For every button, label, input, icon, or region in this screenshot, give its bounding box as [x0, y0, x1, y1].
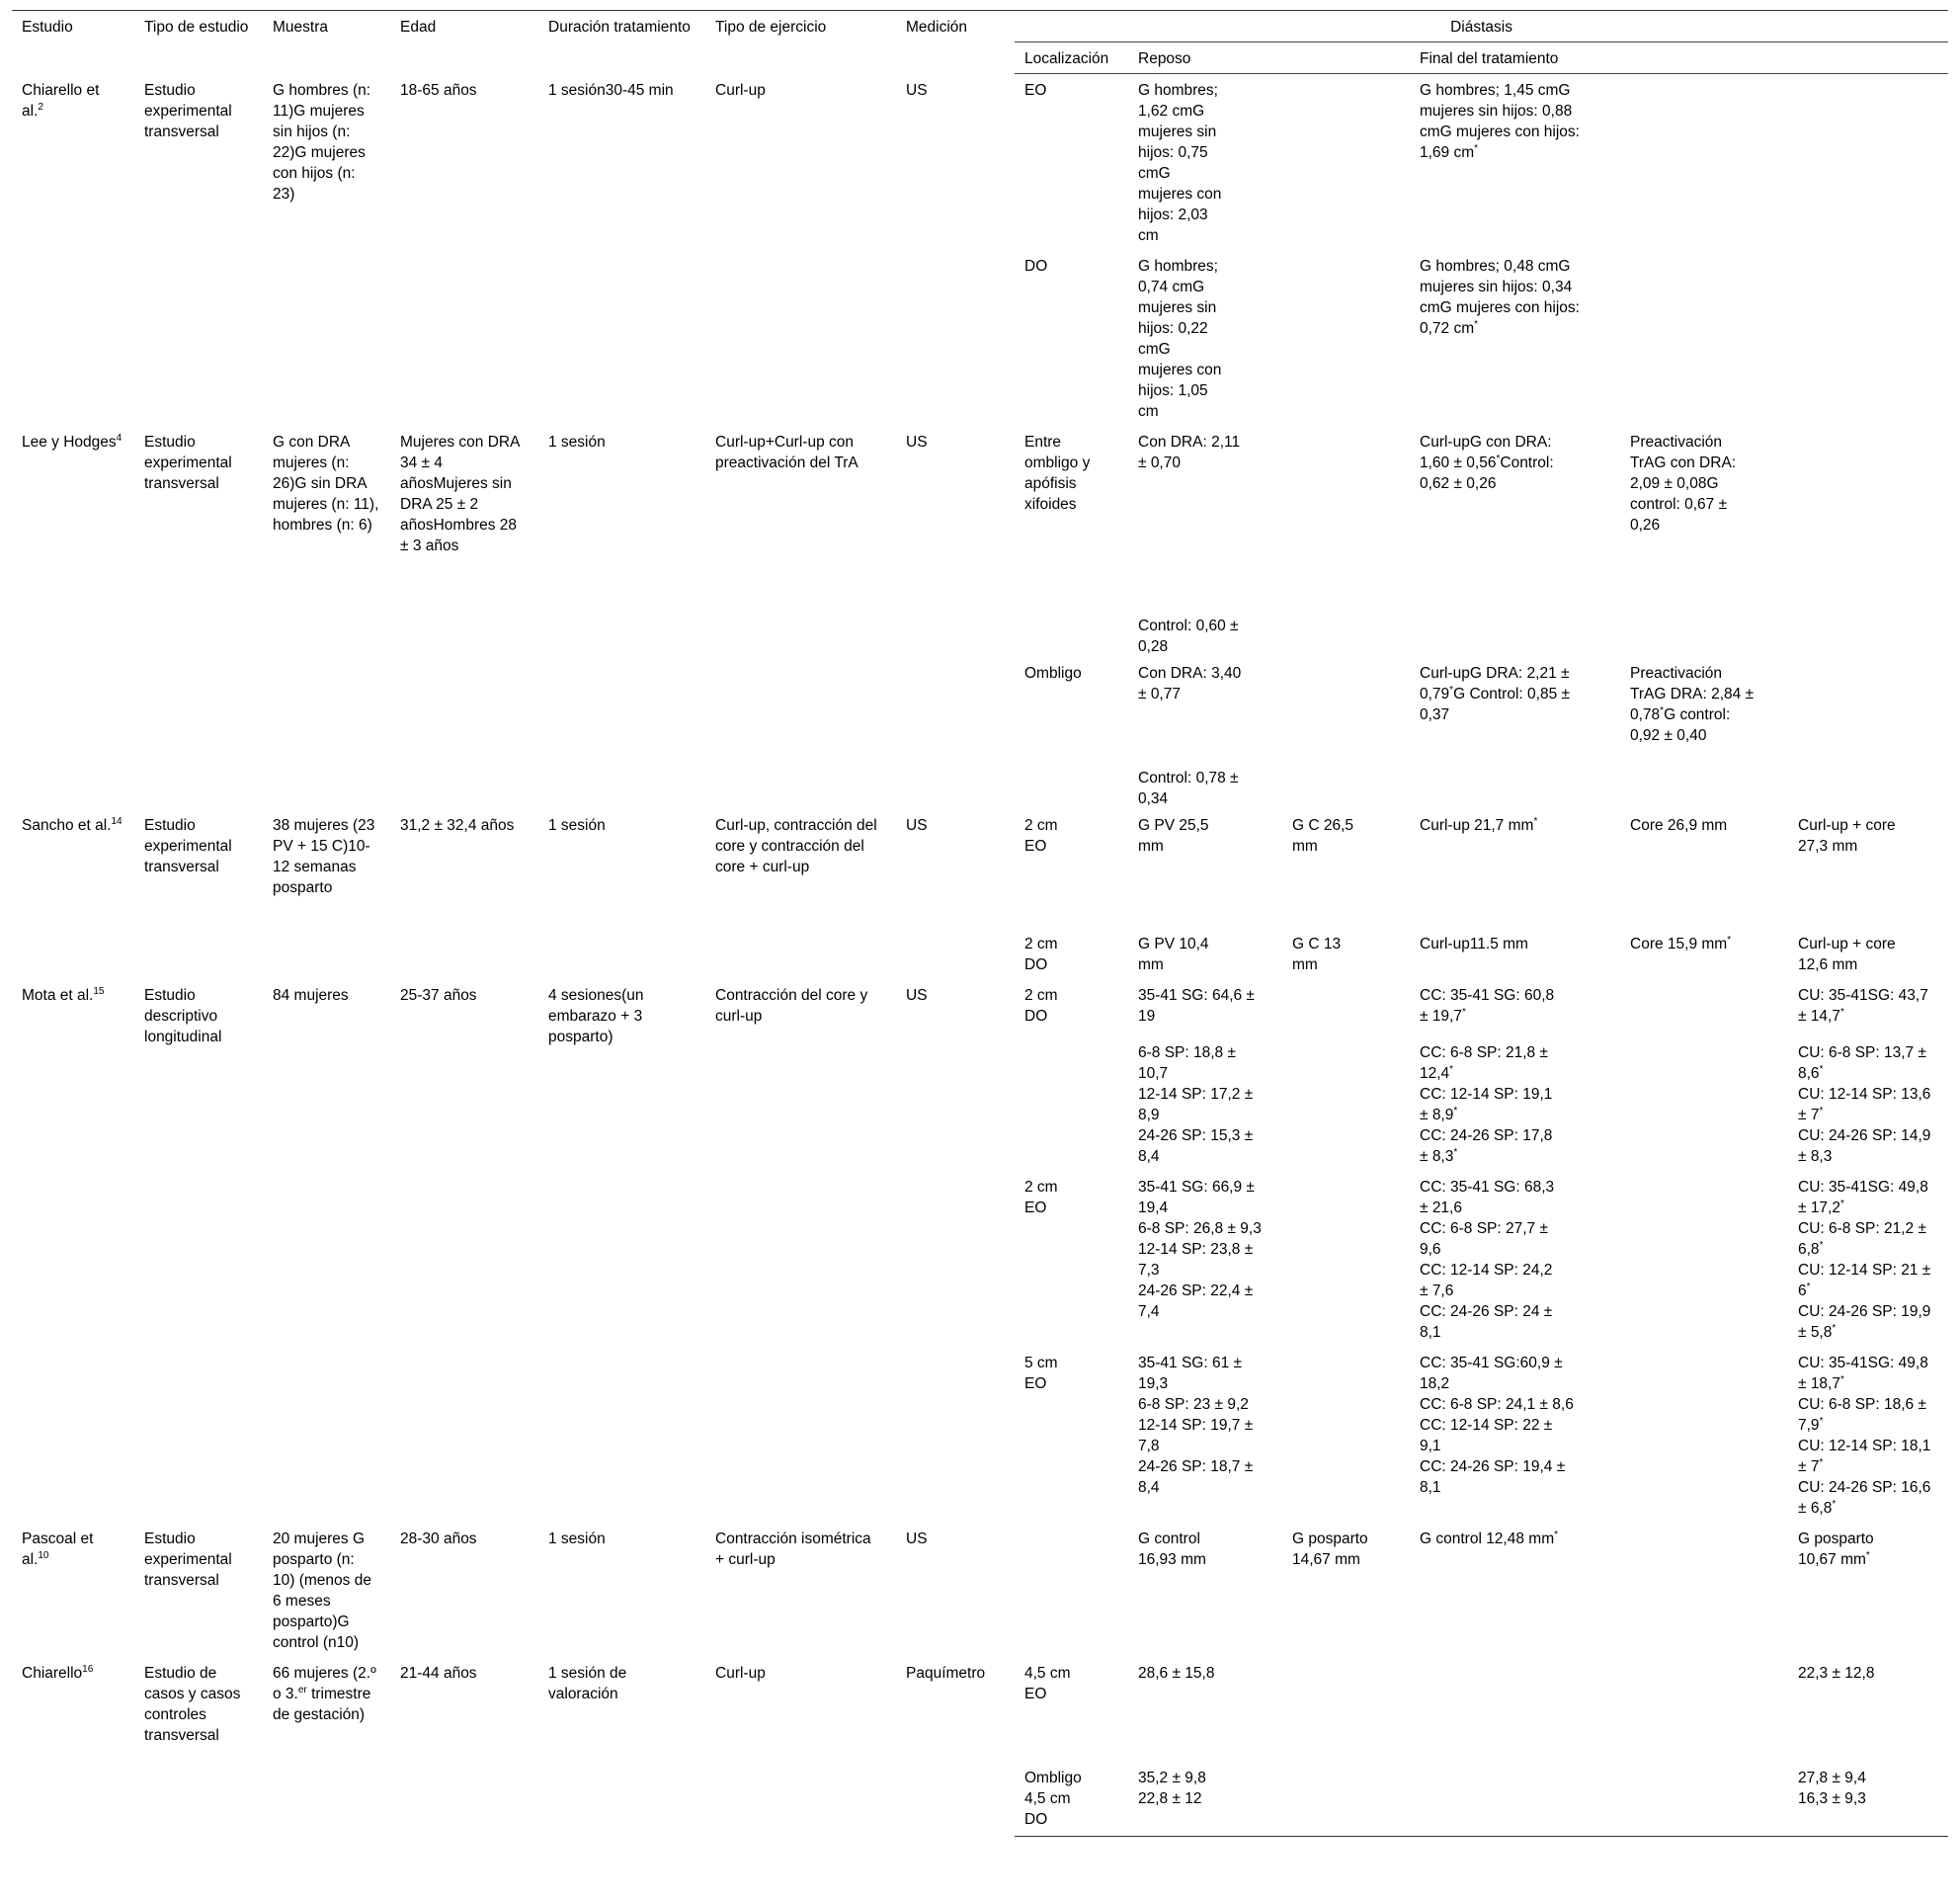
table-row: [12, 1657, 1948, 1762]
rest-value: [1128, 426, 1410, 614]
rest-text: G posparto 14,67 mm: [1292, 1531, 1368, 1568]
significance-mark: *: [1819, 1415, 1824, 1427]
final-value: [1788, 1523, 1948, 1657]
significance-mark: *: [1865, 1549, 1870, 1561]
study-cell: [12, 426, 134, 809]
final-value: [1410, 979, 1788, 1036]
final-value: [1410, 250, 1948, 426]
final-value: [1788, 928, 1948, 979]
rest-value: [1128, 1762, 1410, 1837]
location: [1015, 1171, 1128, 1347]
final-text: Control: 0,62 ± 0,26: [1420, 455, 1554, 492]
final-value: [1410, 1762, 1620, 1837]
exercise-type: Curl-up: [715, 1665, 766, 1682]
final-text: CC: 35-41 SG: 60,8 ± 19,7: [1420, 987, 1555, 1025]
final-value: [1788, 979, 1948, 1036]
study-name: Chiarello: [22, 1665, 83, 1682]
final-text: G control 12,48 mm: [1420, 1531, 1555, 1547]
location: DO: [1024, 258, 1048, 275]
rest-value: [1128, 250, 1410, 426]
duration: 1 sesión: [548, 817, 606, 834]
final-text: CU: 12-14 SP: 18,1 ± 7: [1798, 1438, 1931, 1475]
duration: 4 sesiones(un embarazo + 3 posparto): [548, 987, 644, 1045]
final-value: [1788, 1347, 1948, 1523]
location-text: 2 cm EO: [1024, 817, 1058, 855]
study-cell: [12, 979, 134, 1523]
location-text: 4,5 cm EO: [1024, 1665, 1071, 1702]
final-value: [1410, 766, 1620, 809]
significance-mark: *: [1461, 1006, 1466, 1018]
location: EO: [1024, 82, 1047, 99]
sample-text: trimestre de gestación): [273, 1686, 371, 1723]
final-value: [1620, 1657, 1788, 1762]
location: [1015, 614, 1128, 657]
rest-text: 35-41 SG: 66,9 ± 19,4 6-8 SP: 26,8 ± 9,3 12-14 SP: 23,8 ± 7,3 24-26 SP: 22,4 ± 7,4: [1138, 1179, 1262, 1320]
final-value: [1620, 766, 1948, 809]
reference-number: 10: [38, 1549, 49, 1561]
rest-text: G C 26,5 mm: [1292, 817, 1354, 855]
final-text: 27,8 ± 9,4 16,3 ± 9,3: [1798, 1770, 1866, 1807]
header-tipo-ejercicio: Tipo de ejercicio: [705, 11, 896, 74]
sample: G hombres (n: 11)G mujeres sin hijos (n: 22)G mujeres con hijos (n: 23): [273, 81, 371, 203]
table-row: [12, 74, 1948, 251]
rest-value: [1282, 928, 1410, 979]
rest-text: 35-41 SG: 61 ± 19,3 6-8 SP: 23 ± 9,2 12-14 SP: 19,7 ± 7,8 24-26 SP: 18,7 ± 8,4: [1138, 1355, 1254, 1496]
final-value: [1410, 809, 1620, 928]
rest-text: G PV 10,4 mm: [1138, 936, 1209, 973]
significance-mark: *: [1554, 1529, 1559, 1540]
final-value: [1410, 1523, 1620, 1657]
location: [1015, 1657, 1128, 1762]
final-text: G Control: 0,85 ± 0,37: [1420, 686, 1571, 723]
final-value: Core 26,9 mm: [1630, 817, 1728, 834]
final-value: [1788, 1036, 1948, 1171]
rest-value: [1128, 614, 1410, 657]
final-text: CU: 35-41SG: 49,8 ± 17,2: [1798, 1179, 1928, 1216]
final-value: [1620, 1523, 1788, 1657]
significance-mark: *: [1839, 1373, 1844, 1385]
final-value: [1788, 1762, 1948, 1837]
study-name: Mota et al.: [22, 987, 94, 1004]
exercise-type: Curl-up+Curl-up con preactivación del TrA: [715, 434, 858, 471]
final-text: G hombres; 1,45 cmG mujeres sin hijos: 0,88 cmG mujeres con hijos: 1,69 cm: [1420, 82, 1580, 161]
rest-text: Con DRA: 2,11 ± 0,70: [1138, 434, 1241, 471]
study-name: Lee y Hodges: [22, 434, 117, 451]
rest-text: G C 13 mm: [1292, 936, 1342, 973]
final-value: [1410, 657, 1620, 766]
sample: G con DRA mujeres (n: 26)G sin DRA mujeres (n: 11), hombres (n: 6): [273, 434, 379, 534]
location: [1015, 928, 1128, 979]
table-row: [12, 809, 1948, 928]
significance-mark: *: [1819, 1063, 1824, 1075]
exercise-type: Curl-up: [715, 81, 766, 99]
final-text: CU: 24-26 SP: 19,9 ± 5,8: [1798, 1303, 1931, 1341]
age: 25-37 años: [400, 987, 477, 1004]
significance-mark: *: [1449, 684, 1454, 696]
rest-value: [1128, 766, 1410, 809]
ordinal-suffix: er: [297, 1684, 307, 1696]
significance-mark: *: [1819, 1456, 1824, 1468]
significance-mark: *: [1660, 704, 1665, 716]
location: [1015, 809, 1128, 928]
final-value: [1410, 1171, 1788, 1347]
significance-mark: *: [1453, 1105, 1458, 1117]
duration: 1 sesión: [548, 1531, 606, 1547]
final-value: [1620, 1762, 1788, 1837]
header-duracion: Duración tratamiento: [538, 11, 705, 74]
significance-mark: *: [1839, 1198, 1844, 1209]
final-value: [1410, 1657, 1620, 1762]
study-cell: [12, 809, 134, 979]
location-text: 5 cm EO: [1024, 1355, 1058, 1392]
rest-text: G hombres; 1,62 cmG mujeres sin hijos: 0,75 cmG mujeres con hijos: 2,03 cm: [1138, 82, 1222, 244]
final-text: CC: 24-26 SP: 17,8 ± 8,3: [1420, 1127, 1553, 1165]
header-final: Final del tratamiento: [1410, 42, 1948, 74]
reference-number: 2: [38, 101, 43, 113]
final-value: [1620, 614, 1948, 657]
final-text: Core 15,9 mm: [1630, 936, 1728, 952]
final-text: CC: 35-41 SG: 68,3 ± 21,6 CC: 6-8 SP: 27,7 ± 9,6 CC: 12-14 SP: 24,2 ± 7,6 CC: 24-26 SP: 24 ± 8,1: [1420, 1179, 1555, 1341]
final-value: [1410, 74, 1948, 251]
study-type: Estudio de casos y casos controles transversal: [144, 1665, 241, 1744]
location: [1015, 1523, 1128, 1657]
rest-value: [1128, 1036, 1410, 1171]
header-reposo: Reposo: [1128, 42, 1410, 74]
final-text: Curl-upG con DRA: 1,60 ± 0,56: [1420, 434, 1552, 471]
rest-value: [1128, 657, 1410, 766]
study-name: Chiarello et al.: [22, 81, 100, 120]
rest-value: [1128, 1347, 1410, 1523]
table-row: [12, 979, 1948, 1036]
exercise-type: Contracción del core y curl-up: [715, 987, 868, 1025]
final-value: [1410, 426, 1620, 614]
header-localizacion: Localización: [1015, 42, 1128, 74]
location-text: 2 cm DO: [1024, 987, 1058, 1025]
sample-text: 66 mujeres (2.º o 3.: [273, 1665, 376, 1702]
table-row: [12, 1523, 1948, 1657]
final-text: Curl-up 21,7 mm: [1420, 817, 1534, 834]
significance-mark: *: [1819, 1239, 1824, 1251]
duration-text: 1 sesión de valoración: [548, 1665, 627, 1702]
location-text: 2 cm DO: [1024, 936, 1058, 973]
header-edad: Edad: [390, 11, 538, 74]
rest-value: [1282, 1523, 1410, 1657]
final-value: [1620, 426, 1948, 614]
final-text: CU: 35-41SG: 43,7 ± 14,7: [1798, 987, 1928, 1025]
rest-value: [1128, 928, 1282, 979]
final-text: CU: 6-8 SP: 21,2 ± 6,8: [1798, 1220, 1926, 1258]
final-text: G hombres; 0,48 cmG mujeres sin hijos: 0,34 cmG mujeres con hijos: 0,72 cm: [1420, 258, 1580, 337]
rest-value: [1128, 979, 1410, 1036]
final-text: Curl-upG DRA: 2,21 ± 0,79: [1420, 665, 1570, 703]
final-text: Preactivación TrAG DRA: 2,84 ± 0,78: [1630, 665, 1755, 723]
rest-text: Control: 0,78 ± 0,34: [1138, 770, 1239, 807]
age: 18-65 años: [400, 81, 477, 99]
final-text: CU: 12-14 SP: 21 ± 6: [1798, 1262, 1931, 1299]
table-row: [12, 426, 1948, 614]
location: [1015, 766, 1128, 809]
measurement: US: [906, 817, 928, 834]
study-type: Estudio experimental transversal: [144, 434, 232, 492]
duration: [538, 1657, 705, 1837]
final-value: [1410, 1036, 1788, 1171]
measurement: US: [906, 1531, 928, 1547]
rest-value: [1128, 74, 1410, 251]
study-cell: [12, 1523, 134, 1657]
study-type: Estudio descriptivo longitudinal: [144, 987, 222, 1045]
location: [1015, 1347, 1128, 1523]
measurement: Paquímetro: [906, 1665, 986, 1682]
header-medicion: Medición: [896, 11, 1015, 74]
rest-value: [1128, 1523, 1282, 1657]
rest-text: G PV 25,5 mm: [1138, 817, 1209, 855]
header-estudio: Estudio: [12, 11, 134, 74]
significance-mark: *: [1806, 1281, 1811, 1292]
final-text: Preactivación TrAG con DRA: 2,09 ± 0,08G control: 0,67 ± 0,26: [1630, 434, 1737, 534]
final-text: G control: 0,92 ± 0,40: [1630, 706, 1731, 744]
exercise-type: [705, 1523, 896, 1657]
header-muestra: Muestra: [263, 11, 390, 74]
duration: 1 sesión: [548, 434, 606, 451]
study-cell: [12, 74, 134, 427]
final-value: [1620, 928, 1788, 979]
study-type: Estudio experimental transversal: [144, 81, 232, 140]
reference-number: 16: [82, 1663, 94, 1675]
reference-number: 15: [93, 985, 105, 997]
header-tipo-estudio: Tipo de estudio: [134, 11, 263, 74]
final-value: [1788, 1171, 1948, 1347]
measurement: US: [906, 81, 928, 99]
sample: 84 mujeres: [273, 987, 349, 1004]
rest-text: 6-8 SP: 18,8 ± 10,7 12-14 SP: 17,2 ± 8,9 24-26 SP: 15,3 ± 8,4: [1138, 1044, 1254, 1165]
sample: 20 mujeres G posparto (n: 10) (menos de 6 meses posparto)G control (n10): [273, 1531, 371, 1651]
location-text: 2 cm EO: [1024, 1179, 1058, 1216]
location: Entre ombligo y apófisis xifoides: [1024, 434, 1091, 513]
study-cell: [12, 1657, 134, 1837]
significance-mark: *: [1474, 318, 1479, 330]
rest-text: Con DRA: 3,40 ± 0,77: [1138, 665, 1242, 703]
final-text: CU: 6-8 SP: 13,7 ± 8,6: [1798, 1044, 1926, 1082]
location-text: Ombligo 4,5 cm DO: [1024, 1770, 1082, 1828]
final-text: CU: 24-26 SP: 14,9 ± 8,3: [1798, 1127, 1931, 1165]
final-text: CC: 6-8 SP: 21,8 ± 12,4: [1420, 1044, 1548, 1082]
study-type: Estudio experimental transversal: [144, 817, 232, 875]
significance-mark: *: [1474, 142, 1479, 154]
final-value: Curl-up11.5 mm: [1420, 936, 1528, 952]
age: Mujeres con DRA 34 ± 4 añosMujeres sin DRA 25 ± 2 añosHombres 28 ± 3 años: [400, 434, 520, 554]
final-text: CC: 12-14 SP: 19,1 ± 8,9: [1420, 1086, 1553, 1123]
measurement: US: [906, 434, 928, 451]
duration: 1 sesión30-45 min: [548, 81, 674, 99]
final-text: G posparto 10,67 mm: [1798, 1531, 1874, 1568]
rest-value: [1128, 809, 1282, 928]
reference-number: 14: [111, 815, 122, 827]
significance-mark: *: [1727, 934, 1732, 946]
exercise-type: Curl-up, contracción del core y contracción del core + curl-up: [715, 817, 877, 875]
significance-mark: *: [1449, 1063, 1454, 1075]
significance-mark: *: [1839, 1006, 1844, 1018]
significance-mark: *: [1496, 453, 1501, 464]
rest-value: 28,6 ± 15,8: [1138, 1665, 1215, 1682]
rest-text: Control: 0,60 ± 0,28: [1138, 618, 1239, 655]
age: 31,2 ± 32,4 años: [400, 817, 515, 834]
rest-text: 35,2 ± 9,8 22,8 ± 12: [1138, 1770, 1206, 1807]
measurement: US: [906, 987, 928, 1004]
rest-value: [1128, 1171, 1410, 1347]
final-text: CU: 35-41SG: 49,8 ± 18,7: [1798, 1355, 1928, 1392]
rest-text: G hombres; 0,74 cmG mujeres sin hijos: 0,22 cmG mujeres con hijos: 1,05 cm: [1138, 258, 1222, 420]
significance-mark: *: [1819, 1105, 1824, 1117]
rest-text: G control 16,93 mm: [1138, 1531, 1206, 1568]
significance-mark: *: [1533, 815, 1538, 827]
final-text: CU: 6-8 SP: 18,6 ± 7,9: [1798, 1396, 1926, 1434]
study-type: Estudio experimental transversal: [144, 1531, 232, 1589]
significance-mark: *: [1832, 1498, 1837, 1510]
study-name: Sancho et al.: [22, 817, 112, 834]
final-text: Curl-up + core 27,3 mm: [1798, 817, 1896, 855]
header-diastasis: Diástasis: [1015, 11, 1948, 42]
rest-value: [1282, 809, 1410, 928]
study-name: Pascoal et al.: [22, 1531, 94, 1568]
significance-mark: *: [1453, 1146, 1458, 1158]
location: [1015, 1762, 1128, 1837]
final-value: [1788, 809, 1948, 928]
diastasis-studies-table: [12, 10, 1948, 1837]
sample: 38 mujeres (23 PV + 15 C)10-12 semanas posparto: [273, 817, 375, 896]
significance-mark: *: [1832, 1322, 1837, 1334]
sample: [263, 1657, 390, 1837]
final-value: [1410, 1347, 1788, 1523]
age: 28-30 años: [400, 1531, 477, 1547]
location: [1015, 1036, 1128, 1171]
age: 21-44 años: [400, 1665, 477, 1682]
final-text: Curl-up + core 12,6 mm: [1798, 936, 1896, 973]
location: [1015, 979, 1128, 1036]
final-text: CC: 35-41 SG:60,9 ± 18,2 CC: 6-8 SP: 24,1 ± 8,6 CC: 12-14 SP: 22 ± 9,1 CC: 24-26 SP: 19,4 ± 8,1: [1420, 1355, 1574, 1496]
final-value: [1410, 614, 1620, 657]
exercise-text: Contracción isométrica + curl-up: [715, 1531, 871, 1568]
final-text: CU: 24-26 SP: 16,6 ± 6,8: [1798, 1479, 1931, 1517]
final-value: 22,3 ± 12,8: [1798, 1665, 1875, 1682]
rest-text: 35-41 SG: 64,6 ± 19: [1138, 987, 1255, 1025]
reference-number: 4: [116, 432, 122, 444]
final-text: CU: 12-14 SP: 13,6 ± 7: [1798, 1086, 1931, 1123]
location: Ombligo: [1024, 665, 1082, 682]
final-value: [1620, 657, 1948, 766]
